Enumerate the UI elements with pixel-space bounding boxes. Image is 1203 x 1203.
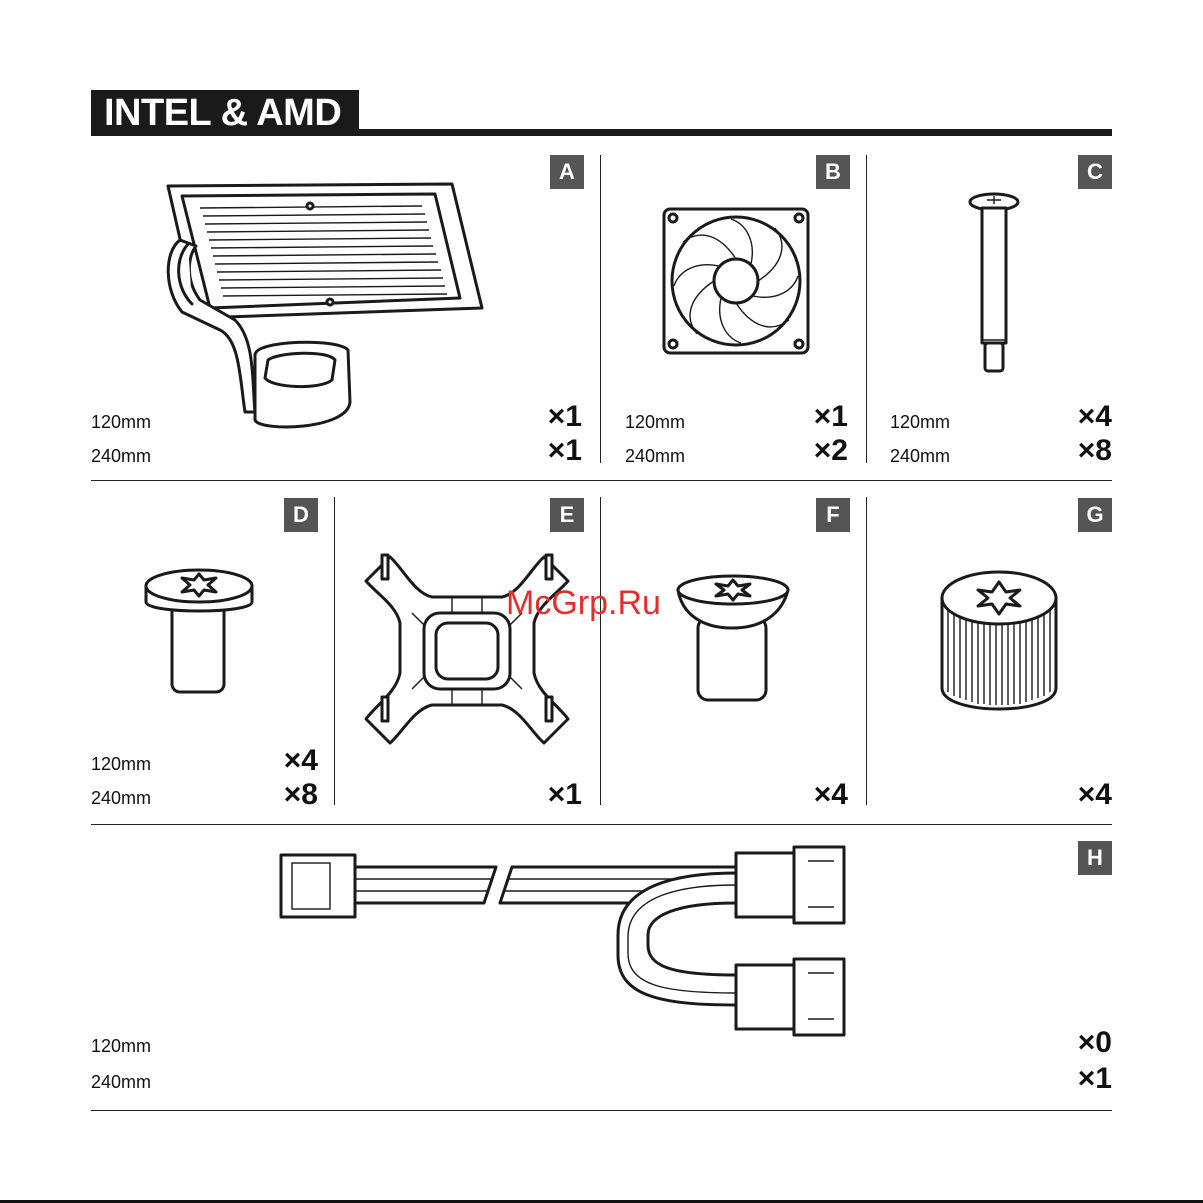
thumb-screw-illustration (144, 566, 254, 696)
size-240mm-h: 240mm (91, 1072, 152, 1092)
quantity-120mm-a: ×1 (547, 400, 582, 433)
row-divider-1 (91, 480, 1112, 481)
row-divider-3 (91, 1110, 1112, 1111)
section-title: INTEL & AMD (91, 90, 359, 136)
divider-bc (866, 155, 867, 463)
badge-f: F (816, 498, 850, 532)
quantity-120mm-h: ×0 (1077, 1026, 1112, 1059)
badge-c: C (1078, 155, 1112, 189)
size-120mm-d: 120mm (91, 754, 152, 774)
quantity-240mm-h: ×1 (1077, 1062, 1112, 1095)
badge-h: H (1078, 841, 1112, 875)
size-120mm-a: 120mm (91, 412, 152, 432)
row-divider-2 (91, 824, 1112, 825)
badge-d: D (284, 498, 318, 532)
badge-e: E (550, 498, 584, 532)
countersunk-screw-illustration (676, 574, 792, 704)
radiator-pump-illustration (160, 180, 500, 440)
quantity-120mm-b: ×1 (813, 400, 848, 433)
badge-b: B (816, 155, 850, 189)
size-120mm-h: 120mm (91, 1036, 152, 1056)
divider-ab (600, 155, 601, 463)
title-rule (359, 129, 1112, 136)
splitter-cable-illustration (278, 845, 848, 1040)
standoff-screw-illustration (964, 188, 1024, 373)
size-240mm-b: 240mm (625, 446, 686, 466)
badge-a: A (550, 155, 584, 189)
knurled-nut-illustration (940, 568, 1060, 718)
quantity-g: ×4 (1077, 778, 1112, 811)
quantity-120mm-d: ×4 (283, 744, 318, 777)
fan-illustration (661, 206, 811, 356)
watermark-text: McGrp.Ru (506, 584, 661, 622)
quantity-120mm-c: ×4 (1077, 400, 1112, 433)
size-240mm-d: 240mm (91, 788, 152, 808)
size-240mm-c: 240mm (890, 446, 951, 466)
quantity-240mm-d: ×8 (283, 778, 318, 811)
size-120mm-b: 120mm (625, 412, 686, 432)
divider-fg (866, 497, 867, 805)
quantity-240mm-a: ×1 (547, 434, 582, 467)
divider-de (334, 497, 335, 805)
quantity-240mm-b: ×2 (813, 434, 848, 467)
size-240mm-a: 240mm (91, 446, 152, 466)
divider-ef (600, 497, 601, 805)
backplate-bracket-illustration (362, 553, 572, 748)
quantity-e: ×1 (547, 778, 582, 811)
quantity-f: ×4 (813, 778, 848, 811)
badge-g: G (1078, 498, 1112, 532)
size-120mm-c: 120mm (890, 412, 951, 432)
quantity-240mm-c: ×8 (1077, 434, 1112, 467)
